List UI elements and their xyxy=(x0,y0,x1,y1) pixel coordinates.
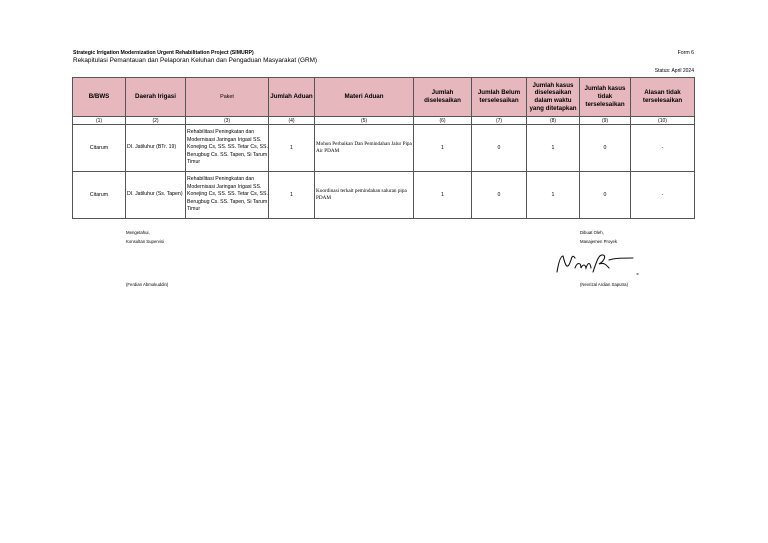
col-header: Alasan tidak terselesaikan xyxy=(631,78,695,117)
column-number: (1) xyxy=(73,117,126,125)
column-number: (3) xyxy=(186,117,269,125)
col-header: Jumlah kasus diselesaikan dalam waktu yang ditetapkan xyxy=(527,78,580,117)
right-signatory-name: (Nevrizal Ardian Saputra) xyxy=(580,282,629,287)
cell-tidak: 0 xyxy=(580,125,631,172)
col-header: B/BWS xyxy=(73,78,126,117)
cell-materi: Mohon Perbaikan Dan Pemindahan Jalur Pipa Air PDAM xyxy=(315,125,414,172)
cell-diselesaikan: 1 xyxy=(414,125,472,172)
table-header-row xyxy=(73,78,695,117)
cell-bbws: Citarum xyxy=(73,125,126,172)
cell-paket: Rehabilitasi Peningkatan dan Modernisasi Jaringan Irigasi SS. Konejing Cs, SS. SS. Tetar Cs, SS. Berugbug Cs. SS. Tapen, Si Tarum Timur xyxy=(186,172,269,219)
column-number: (8) xyxy=(527,117,580,125)
cell-materi: Koordinasi terkait pemindahan saluran pipa PDAM xyxy=(315,172,414,219)
column-number: (2) xyxy=(126,117,186,125)
cell-daerah: DI. Jatiluhur (Ss. Tapen) xyxy=(126,172,186,219)
status-label: Status: April 2024 xyxy=(654,68,694,74)
grm-table xyxy=(72,77,695,219)
cell-belum: 0 xyxy=(472,125,527,172)
cell-alasan: - xyxy=(631,125,695,172)
right-sign-line2: Manajemen Proyek xyxy=(580,239,618,244)
table-row xyxy=(73,172,695,219)
cell-diselesaikan: 1 xyxy=(414,172,472,219)
col-header: Jumlah Belum terselesaikan xyxy=(472,78,527,117)
column-number: (9) xyxy=(580,117,631,125)
cell-belum: 0 xyxy=(472,172,527,219)
cell-jumlah-aduan: 1 xyxy=(269,172,315,219)
report-subtitle: Rekapitulasi Pemantauan dan Pelaporan Keluhan dan Pengaduan Masyarakat (GRM) xyxy=(73,57,318,64)
column-number: (5) xyxy=(315,117,414,125)
cell-dalam-waktu: 1 xyxy=(527,172,580,219)
cell-jumlah-aduan: 1 xyxy=(269,125,315,172)
col-header: Materi Aduan xyxy=(315,78,414,117)
col-header: Paket xyxy=(186,78,269,117)
form-number: Form 6 xyxy=(677,50,694,56)
column-number: (10) xyxy=(631,117,695,125)
report-title: Strategic Irrigation Modernization Urgent Rehabilitation Project (SIMURP) xyxy=(73,50,254,56)
column-number: (4) xyxy=(269,117,315,125)
cell-daerah: DI. Jatiluhur (BTr. 19) xyxy=(126,125,186,172)
left-signatory-name: (Ferdian Abmokuddin) xyxy=(126,282,169,287)
column-number: (7) xyxy=(472,117,527,125)
column-number: (6) xyxy=(414,117,472,125)
col-header: Jumlah kasus tidak terselesaikan xyxy=(580,78,631,117)
column-number-row xyxy=(73,117,695,125)
col-header: Jumlah Aduan xyxy=(269,78,315,117)
cell-alasan: - xyxy=(631,172,695,219)
col-header: Jumlah diselesaikan xyxy=(414,78,472,117)
left-sign-line2: Konsultan Supervisi xyxy=(126,239,164,244)
cell-tidak: 0 xyxy=(580,172,631,219)
cell-paket: Rehabilitasi Peningkatan dan Modernisasi Jaringan Irigasi SS. Konejing Cs, SS. SS. Tetar Cs, SS. Berugbug Cs. SS. Tapen, Si Tarum Timur xyxy=(186,125,269,172)
right-sign-line1: Dibuat Oleh, xyxy=(580,230,604,235)
cell-bbws: Citarum xyxy=(73,172,126,219)
handwritten-signature xyxy=(553,250,647,280)
left-sign-line1: Mengetahui, xyxy=(126,230,150,235)
table-row xyxy=(73,125,695,172)
col-header: Daerah Irigasi xyxy=(126,78,186,117)
cell-dalam-waktu: 1 xyxy=(527,125,580,172)
